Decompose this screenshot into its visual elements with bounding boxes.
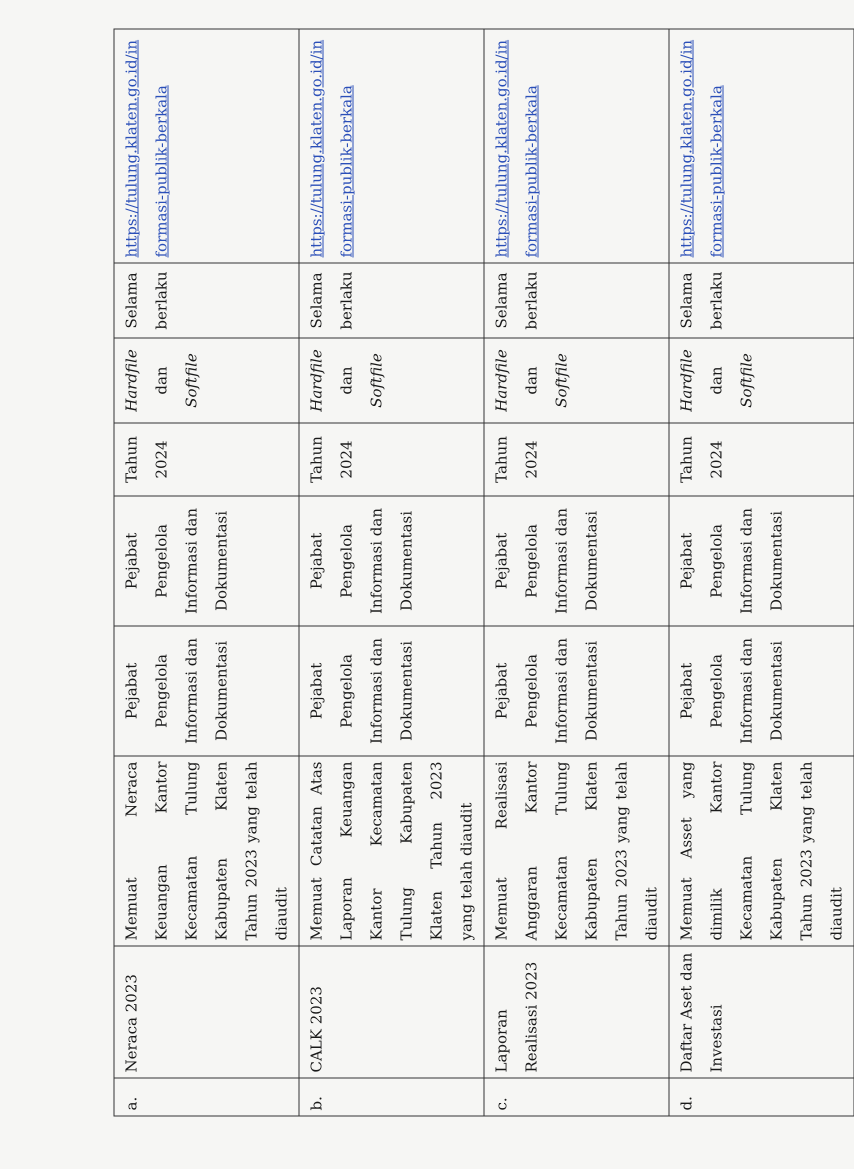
link-cell xyxy=(484,29,669,263)
row-number: c. xyxy=(484,1078,669,1116)
document-description: Memuat Neraca Keuangan Kantor Kecamatan Tulung Kabupaten Klaten Tahun 2023 yang telah diaudit xyxy=(114,756,299,946)
retention-period: Selama berlaku xyxy=(484,263,669,338)
row-number: a. xyxy=(114,1078,299,1116)
document-format xyxy=(484,338,669,423)
format-softfile: Softfile xyxy=(367,352,385,408)
document-format xyxy=(114,338,299,423)
table-body xyxy=(114,29,854,1116)
table-row xyxy=(669,29,854,1116)
link-cell xyxy=(299,29,484,263)
responsible-official: Pejabat Pengelola Informasi dan Dokumentasi xyxy=(114,626,299,756)
information-link[interactable]: https://tulung.klaten.go.id/informasi-publik-berkala xyxy=(492,39,540,257)
public-information-table xyxy=(113,28,854,1116)
scanned-page xyxy=(113,29,845,1116)
table-row xyxy=(484,29,669,1116)
document-description: Memuat Asset yang dimilik Kantor Kecamatan Tulung Kabupaten Klaten Tahun 2023 yang telah diaudit xyxy=(669,756,854,946)
format-hardfile: Hardfile xyxy=(492,348,510,412)
document-name: CALK 2023 xyxy=(299,946,484,1078)
document-description: Memuat Catatan Atas Laporan Keuangan Kantor Kecamatan Tulung Kabupaten Klaten Tahun 2023 yang telah diaudit xyxy=(299,756,484,946)
publication-year: Tahun 2024 xyxy=(484,423,669,496)
link-cell xyxy=(114,29,299,263)
information-officer: Pejabat Pengelola Informasi dan Dokumentasi xyxy=(299,496,484,626)
retention-period: Selama berlaku xyxy=(114,263,299,338)
format-softfile: Softfile xyxy=(182,352,200,408)
format-hardfile: Hardfile xyxy=(307,348,325,412)
information-link[interactable]: https://tulung.klaten.go.id/informasi-publik-berkala xyxy=(307,39,355,257)
responsible-official: Pejabat Pengelola Informasi dan Dokumentasi xyxy=(669,626,854,756)
responsible-official: Pejabat Pengelola Informasi dan Dokumentasi xyxy=(484,626,669,756)
format-and: dan xyxy=(152,365,170,395)
information-link[interactable]: https://tulung.klaten.go.id/informasi-publik-berkala xyxy=(677,39,725,257)
format-hardfile: Hardfile xyxy=(122,348,140,412)
row-number: d. xyxy=(669,1078,854,1116)
information-officer: Pejabat Pengelola Informasi dan Dokumentasi xyxy=(114,496,299,626)
publication-year: Tahun 2024 xyxy=(114,423,299,496)
format-and: dan xyxy=(337,365,355,395)
link-cell xyxy=(669,29,854,263)
publication-year: Tahun 2024 xyxy=(669,423,854,496)
document-description: Memuat Realisasi Anggaran Kantor Kecamatan Tulung Kabupaten Klaten Tahun 2023 yang telah diaudit xyxy=(484,756,669,946)
document-name: Neraca 2023 xyxy=(114,946,299,1078)
format-and: dan xyxy=(522,365,540,395)
format-softfile: Softfile xyxy=(737,352,755,408)
document-name: Laporan Realisasi 2023 xyxy=(484,946,669,1078)
table-row xyxy=(299,29,484,1116)
document-format xyxy=(299,338,484,423)
information-officer: Pejabat Pengelola Informasi dan Dokumentasi xyxy=(669,496,854,626)
rotated-table-wrapper xyxy=(113,29,845,1116)
format-and: dan xyxy=(707,365,725,395)
document-name: Daftar Aset dan Investasi xyxy=(669,946,854,1078)
format-hardfile: Hardfile xyxy=(677,348,695,412)
information-link[interactable]: https://tulung.klaten.go.id/informasi-publik-berkala xyxy=(122,39,170,257)
table-row xyxy=(114,29,299,1116)
format-softfile: Softfile xyxy=(552,352,570,408)
row-number: b. xyxy=(299,1078,484,1116)
publication-year: Tahun 2024 xyxy=(299,423,484,496)
information-officer: Pejabat Pengelola Informasi dan Dokumentasi xyxy=(484,496,669,626)
retention-period: Selama berlaku xyxy=(669,263,854,338)
responsible-official: Pejabat Pengelola Informasi dan Dokumentasi xyxy=(299,626,484,756)
document-format xyxy=(669,338,854,423)
retention-period: Selama berlaku xyxy=(299,263,484,338)
